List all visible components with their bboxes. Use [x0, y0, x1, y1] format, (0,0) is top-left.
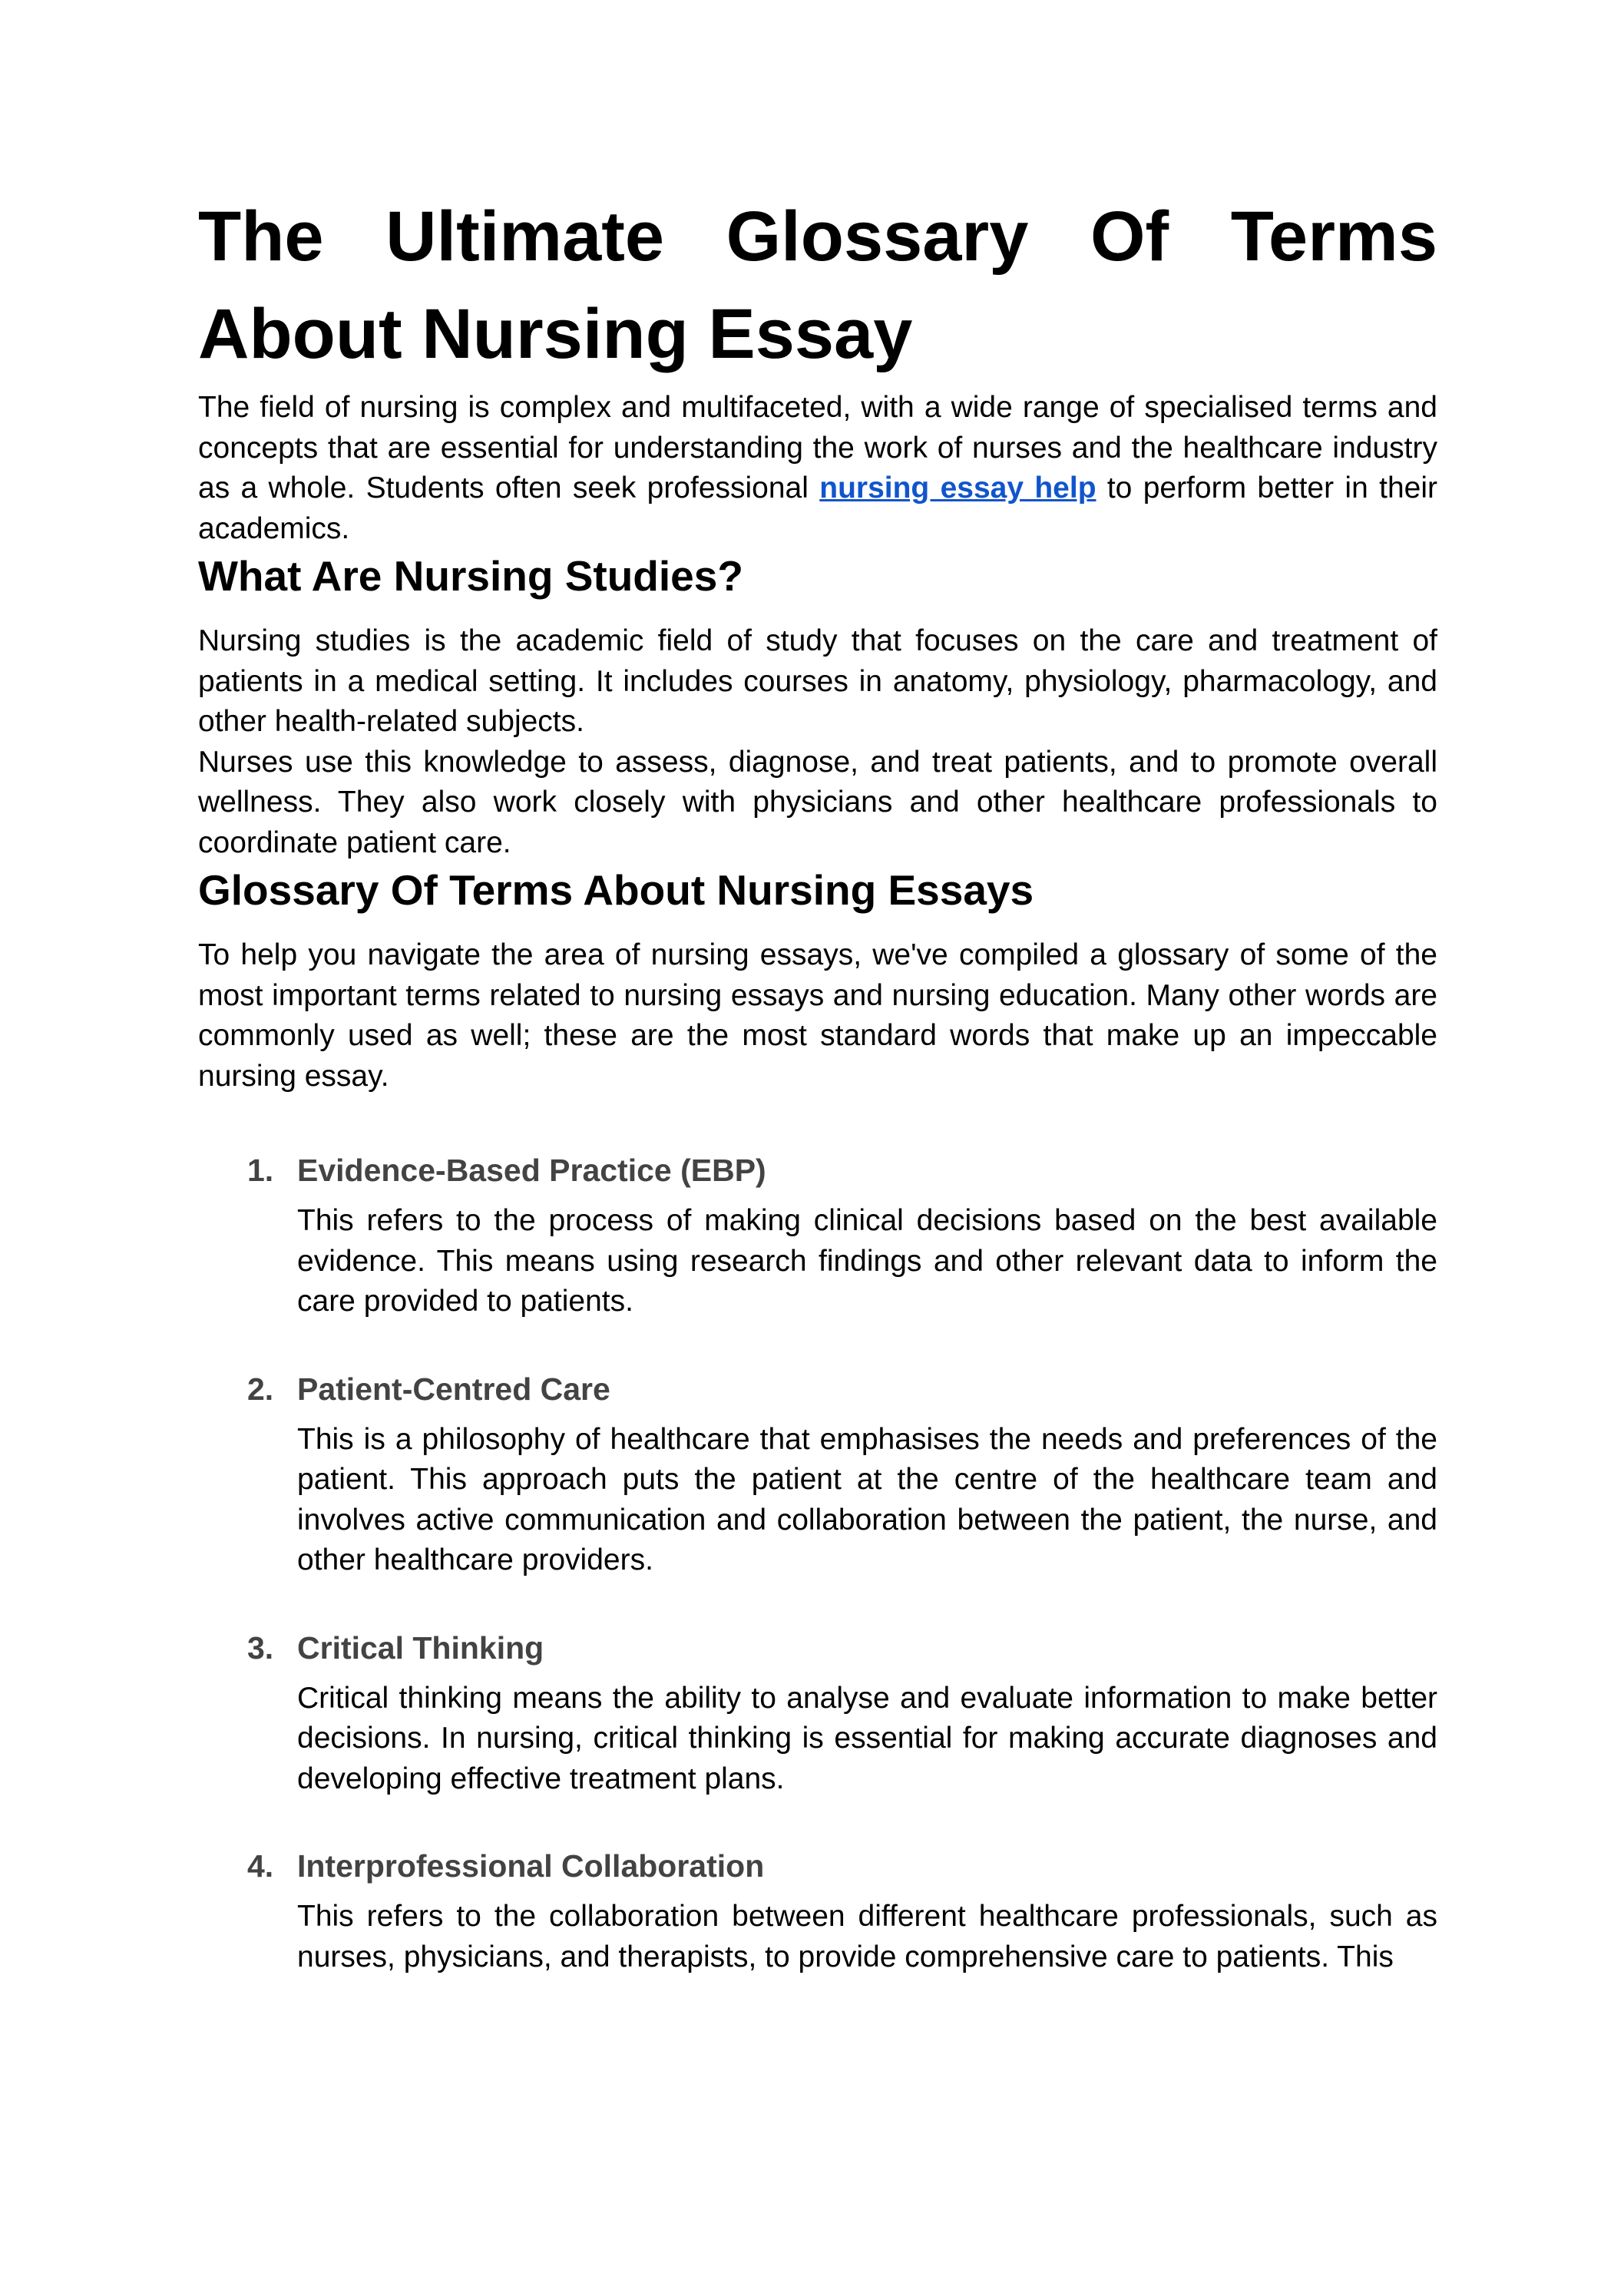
glossary-term: Interprofessional Collaboration: [297, 1848, 765, 1884]
glossary-item-number: 3.: [247, 1629, 274, 1666]
glossary-item-number: 2.: [247, 1371, 274, 1407]
intro-text-start: The field of nursing is complex and multifaceted, with a wide range of specialised terms and concepts that are essential for understanding the work of nurses and the healthcare industry as a whole. Students often seek professional: [198, 391, 1437, 505]
glossary-item: [198, 1845, 1437, 1977]
glossary-item: [198, 1368, 1437, 1581]
glossary-item-number: 4.: [247, 1848, 274, 1884]
intro-text-end: to perform better in their academics.: [198, 471, 1437, 545]
nursing-studies-paragraph-2: Nurses use this knowledge to assess, diagnose, and treat patients, and to promote overall wellness. They also work closely with physicians and other healthcare professionals to coordinate patient care.: [198, 745, 1437, 859]
title-line-1: The Ultimate Glossary Of Terms: [198, 197, 1437, 276]
glossary-item: [198, 1627, 1437, 1800]
glossary-term: Critical Thinking: [297, 1629, 544, 1666]
glossary-intro-paragraph: To help you navigate the area of nursing essays, we've compiled a glossary of some of the most important terms related to nursing essays and nursing education. Many other words are commonly used as well; these are the most standard words that make up an impeccable nursing essay.: [198, 938, 1437, 1093]
section-heading-glossary: Glossary Of Terms About Nursing Essays: [198, 866, 1034, 914]
glossary-definition: This is a philosophy of healthcare that emphasises the needs and preferences of the patient. This approach puts the patient at the centre of the healthcare team and involves active communication and collaboration between the patient, the nurse, and other healthcare providers.: [297, 1422, 1437, 1576]
page-title: [198, 188, 1437, 383]
nursing-studies-paragraph-1: Nursing studies is the academic field of study that focuses on the care and treatment of patients in a medical setting. It includes courses in anatomy, physiology, pharmacology, and other health-related subjects.: [198, 624, 1437, 738]
glossary-definition: Critical thinking means the ability to analyse and evaluate information to make better decisions. In nursing, critical thinking is essential for making accurate diagnoses and developing effective treatment plans.: [297, 1681, 1437, 1795]
glossary-list: [198, 1150, 1437, 1977]
glossary-term: Evidence-Based Practice (EBP): [297, 1153, 766, 1188]
title-line-2: About Nursing Essay: [198, 295, 913, 373]
glossary-item-number: 1.: [247, 1153, 274, 1188]
glossary-definition: This refers to the process of making clinical decisions based on the best available evidence. This means using research findings and other relevant data to inform the care provided to patients.: [297, 1204, 1437, 1318]
nursing-essay-help-link[interactable]: nursing essay help: [819, 471, 1096, 505]
glossary-item: [198, 1150, 1437, 1322]
document-page: [198, 188, 1437, 2023]
intro-paragraph: [198, 388, 1437, 549]
glossary-term: Patient-Centred Care: [297, 1371, 610, 1407]
section-heading-nursing-studies: What Are Nursing Studies?: [198, 552, 743, 600]
glossary-definition: This refers to the collaboration between different healthcare professionals, such as nurses, physicians, and therapists, to provide comprehensive care to patients. This: [297, 1900, 1437, 1973]
